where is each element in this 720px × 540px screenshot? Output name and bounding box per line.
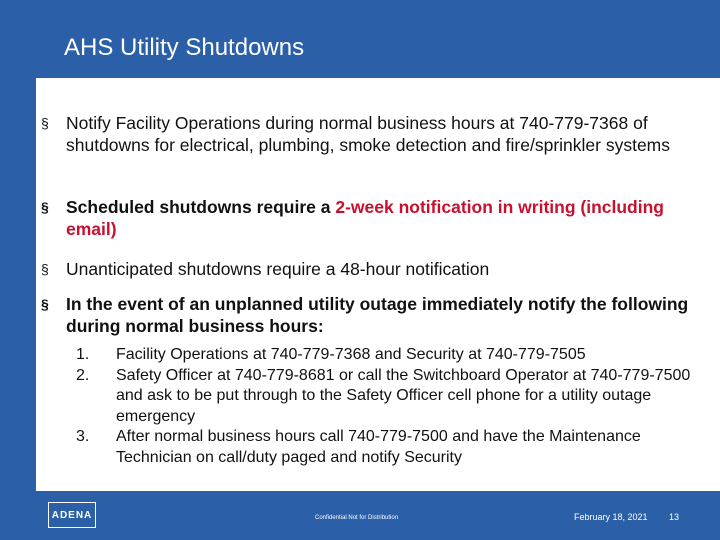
bullet-text: Notify Facility Operations during normal business hours at 740-779-7368 of shutdowns for electrical, plumbing, smoke detection and fire/sprinkler systems bbox=[66, 113, 671, 155]
logo-text: ADENA bbox=[51, 509, 93, 521]
bullet-marker: § bbox=[41, 296, 49, 312]
slide-title: AHS Utility Shutdowns bbox=[64, 34, 305, 61]
bullet-unanticipated-shutdowns bbox=[41, 258, 701, 280]
bullet-text: In the event of an unplanned utility outage immediately notify the following during normal business hours: bbox=[66, 294, 689, 336]
list-number: 3. bbox=[76, 428, 90, 445]
contact-list bbox=[76, 345, 696, 468]
list-item bbox=[76, 366, 696, 428]
list-number: 1. bbox=[76, 346, 90, 363]
list-item bbox=[76, 345, 696, 366]
bullet-marker: § bbox=[41, 261, 49, 277]
list-text: After normal business hours call 740-779-7500 and have the Maintenance Technician on call/duty paged and notify Security bbox=[116, 428, 641, 466]
bullet-notify-facility bbox=[41, 112, 701, 156]
confidential-notice: Confidential Not for Distribution bbox=[315, 515, 399, 521]
list-text: Safety Officer at 740-779-8681 or call the Switchboard Operator at 740-779-7500 and ask to be put through to the Safety Officer cell phone for a utility outage emergency bbox=[116, 366, 691, 425]
page-number: 13 bbox=[669, 512, 680, 522]
bullet-text bbox=[66, 196, 701, 240]
list-item bbox=[76, 427, 696, 468]
footer-date: February 18, 2021 bbox=[574, 512, 648, 522]
notification-highlight: 2-week notification in writing (including email) bbox=[66, 197, 664, 239]
bullet-text-lead: Scheduled shutdowns require a bbox=[66, 197, 336, 217]
list-text: Facility Operations at 740-779-7368 and Security at 740-779-7505 bbox=[116, 346, 586, 363]
adena-logo bbox=[48, 502, 96, 528]
bullet-marker: § bbox=[41, 115, 49, 131]
bullet-scheduled-shutdowns bbox=[41, 196, 701, 240]
list-number: 2. bbox=[76, 366, 90, 384]
bullet-marker: § bbox=[41, 199, 49, 215]
bullet-unplanned-outage bbox=[41, 293, 701, 337]
content-panel bbox=[36, 78, 720, 491]
bullet-text: Unanticipated shutdowns require a 48-hour notification bbox=[66, 259, 490, 279]
